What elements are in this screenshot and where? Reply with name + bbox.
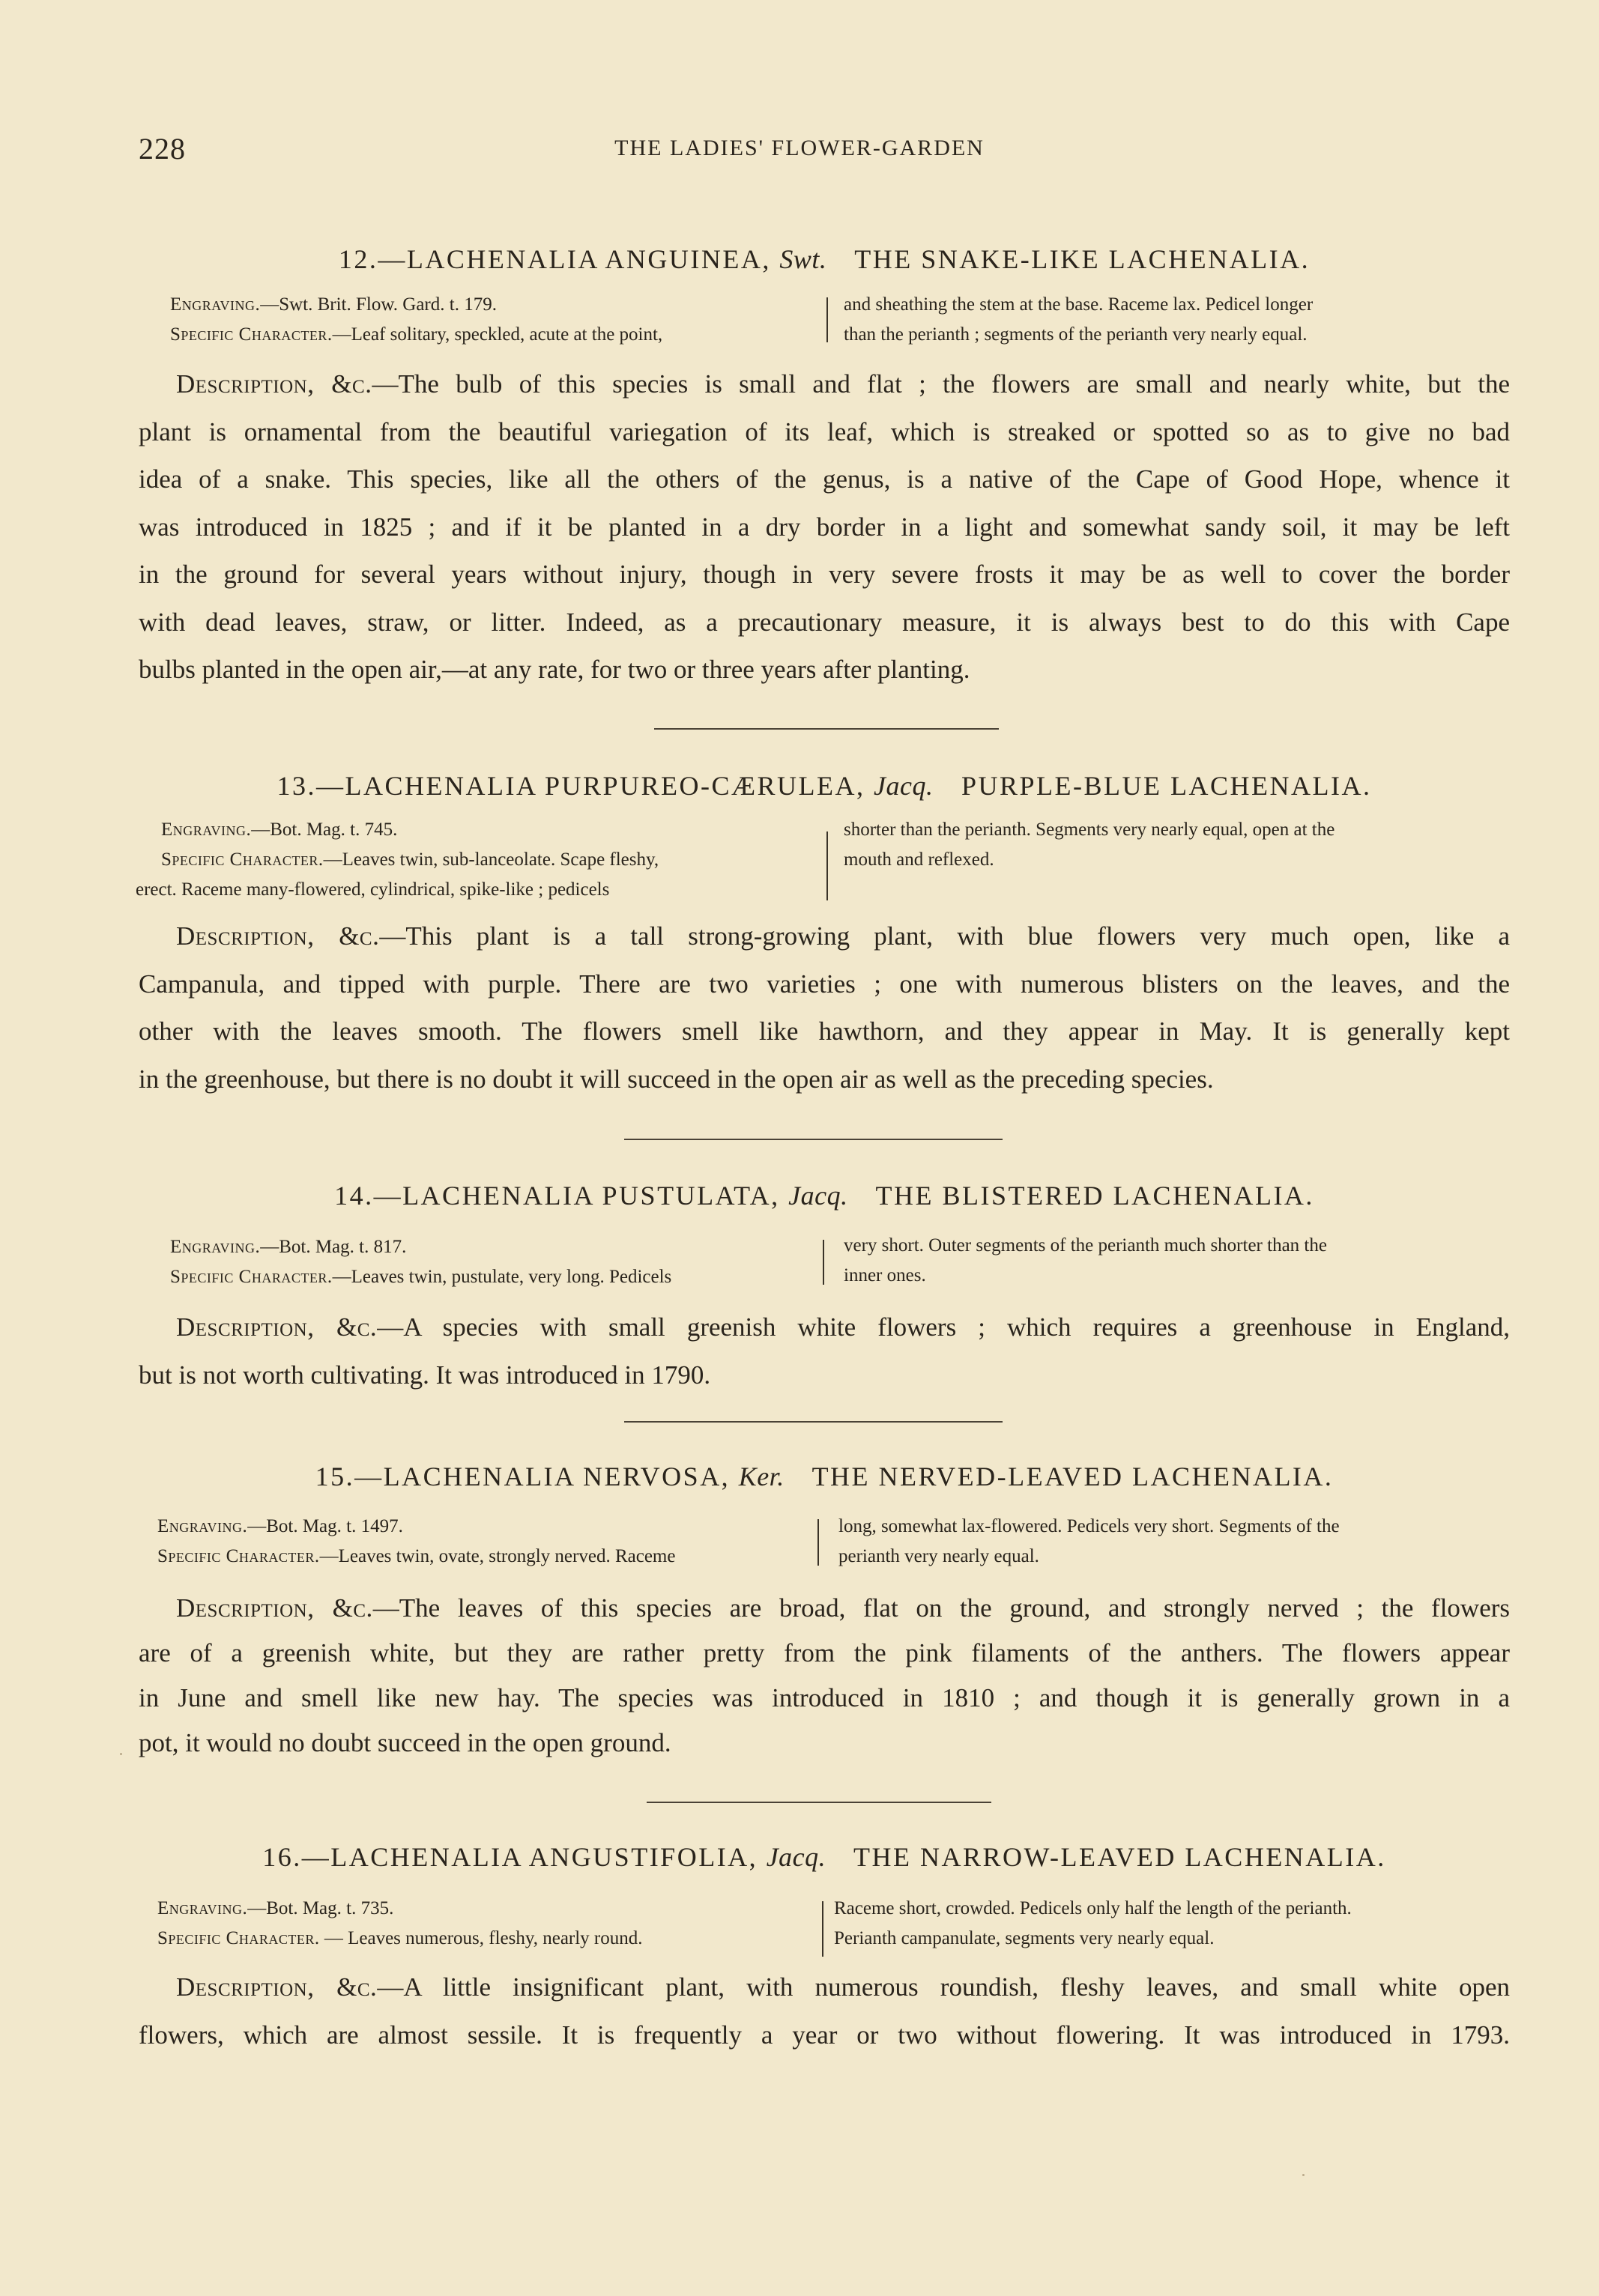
description-label: Description, &c. <box>176 369 372 399</box>
column-divider <box>822 1901 823 1957</box>
species-name: 12.—LACHENALIA ANGUINEA, <box>338 244 771 274</box>
entry-title <box>139 770 1510 802</box>
section-rule <box>654 728 999 730</box>
specific-character-line: Specific Character.—Leaves twin, pustulate, very long. Pedicels <box>170 1267 672 1287</box>
common-name: THE SNAKE-LIKE LACHENALIA. <box>854 244 1311 274</box>
description: Description, &c.—A little insignificant plant, with numerous roundish, fleshy leaves, and small white open flowers, which are almost sessile. It is frequently a year or two without flowering. It was introduced in 1793. <box>139 1972 1510 2050</box>
description: Description, &c.—The bulb of this species is small and flat ; the flowers are small and nearly white, but the plant is ornamental from the beautiful variegation of its leaf, which is streaked or spotted so as to give no bad idea of a snake. This species, like all the others of the genus, is a native of the Cape of Good Hope, whence it was introduced in 1825 ; and if it be planted in a dry border in a light and somewhat sandy soil, it may be left in the ground for several years without injury, though in very severe frosts it may be as well to cover the border with dead leaves, straw, or litter. Indeed, as a precautionary measure, it is always best to do this with Cape bulbs planted in the open air,—at any rate, for two or three years after planting. <box>139 369 1510 684</box>
right-column: shorter than the perianth. Segments very nearly equal, open at the mouth and reflexed. <box>844 820 1335 870</box>
common-name: THE NARROW-LEAVED LACHENALIA. <box>853 1842 1386 1872</box>
column-divider <box>826 297 828 342</box>
species-author: Jacq. <box>766 1842 826 1872</box>
species-name: 13.—LACHENALIA PURPUREO-CÆRULEA, <box>276 771 865 801</box>
description-label: Description, &c. <box>176 1312 378 1342</box>
page-number: 228 <box>139 132 186 166</box>
species-name: 15.—LACHENALIA NERVOSA, <box>315 1461 731 1491</box>
species-name: 14.—LACHENALIA PUSTULATA, <box>334 1181 780 1211</box>
entry-title <box>139 243 1510 275</box>
engraving-line: Engraving.—Bot. Mag. t. 745. <box>161 820 398 840</box>
description: Description, &c.—This plant is a tall strong-growing plant, with blue flowers very much open, like a Campanula, and tipped with purple. There are two varieties ; one with numerous blisters on the leaves, and the other with the leaves smooth. The flowers smell like hawthorn, and they appear in May. It is generally kept in the greenhouse, but there is no doubt it will succeed in the open air as well as the preceding species. <box>139 921 1510 1094</box>
left-column <box>157 1894 817 1954</box>
description: Description, &c.—A species with small greenish white flowers ; which requires a greenhouse in England, but is not worth cultivating. It was introduced in 1790. <box>139 1312 1510 1390</box>
left-column <box>170 290 835 350</box>
paper-speck <box>1302 2174 1305 2176</box>
column-divider <box>817 1519 819 1566</box>
description: Description, &c.—The leaves of this species are broad, flat on the ground, and strongly nerved ; the flowers are of a greenish white, but they are rather pretty from the pink filaments of the anthers. The flowers appear in June and smell like new hay. The species was introduced in 1810 ; and though it is generally grown in a pot, it would no doubt succeed in the open ground. <box>139 1593 1510 1757</box>
description-label: Description, &c. <box>176 1972 378 2002</box>
left-column: Engraving.—Bot. Mag. t. 745. Specific Character.—Leaves twin, sub-lanceolate. Scape fleshy, erect. Raceme many-flowered, cylindrical, spike-like ; pedicels <box>161 815 820 905</box>
entry-title <box>139 1461 1510 1492</box>
common-name: THE NERVED-LEAVED LACHENALIA. <box>811 1461 1334 1491</box>
right-column: very short. Outer segments of the perianth much shorter than the inner ones. <box>844 1235 1327 1285</box>
entry-15 <box>139 1461 1510 1760</box>
specific-character-line: Specific Character.—Leaves twin, sub-lanceolate. Scape fleshy, <box>161 849 659 870</box>
species-author: Swt. <box>779 244 827 274</box>
column-divider <box>823 1240 824 1285</box>
right-column: long, somewhat lax-flowered. Pedicels very short. Segments of the perianth very nearly equal. <box>838 1516 1340 1566</box>
specific-character-line: Specific Character.—Leaves twin, ovate, strongly nerved. Raceme <box>157 1546 676 1566</box>
section-rule <box>624 1139 1003 1140</box>
running-head: THE LADIES' FLOWER-GARDEN <box>614 136 985 160</box>
entry-14 <box>139 1180 1510 1405</box>
description-label: Description, &c. <box>176 921 380 951</box>
description-label: Description, &c. <box>176 1593 373 1623</box>
species-name: 16.—LACHENALIA ANGUSTIFOLIA, <box>262 1842 758 1872</box>
common-name: PURPLE-BLUE LACHENALIA. <box>961 771 1372 801</box>
column-divider <box>826 832 828 900</box>
engraving-line: Engraving.—Bot. Mag. t. 1497. <box>157 1516 403 1536</box>
left-column <box>157 1512 817 1572</box>
specific-character-line: Specific Character.—Leaf solitary, speckled, acute at the point, <box>170 324 663 345</box>
entry-title <box>139 1180 1510 1211</box>
section-rule <box>647 1802 991 1803</box>
entry-title <box>139 1841 1510 1873</box>
engraving-line: Engraving.—Bot. Mag. t. 735. <box>157 1898 394 1918</box>
right-column: and sheathing the stem at the base. Raceme lax. Pedicel longer than the perianth ; segments of the perianth very nearly equal. <box>844 294 1314 345</box>
paper-speck <box>120 1753 122 1755</box>
common-name: THE BLISTERED LACHENALIA. <box>875 1181 1314 1211</box>
engraving-line: Engraving.—Bot. Mag. t. 817. <box>170 1237 407 1257</box>
entry-16 <box>139 1841 1510 2066</box>
entry-13 <box>136 770 1510 1107</box>
species-author: Jacq. <box>788 1181 848 1211</box>
entry-12 <box>139 243 1510 693</box>
left-column <box>170 1232 814 1292</box>
species-author: Ker. <box>738 1461 785 1491</box>
specific-character-line: Specific Character. — Leaves numerous, fleshy, nearly round. <box>157 1928 643 1948</box>
section-rule <box>624 1421 1003 1423</box>
right-column: Raceme short, crowded. Pedicels only half the length of the perianth. Perianth campanulate, segments very nearly equal. <box>834 1898 1352 1948</box>
species-author: Jacq. <box>874 771 934 801</box>
engraving-line: Engraving.—Swt. Brit. Flow. Gard. t. 179. <box>170 294 497 315</box>
